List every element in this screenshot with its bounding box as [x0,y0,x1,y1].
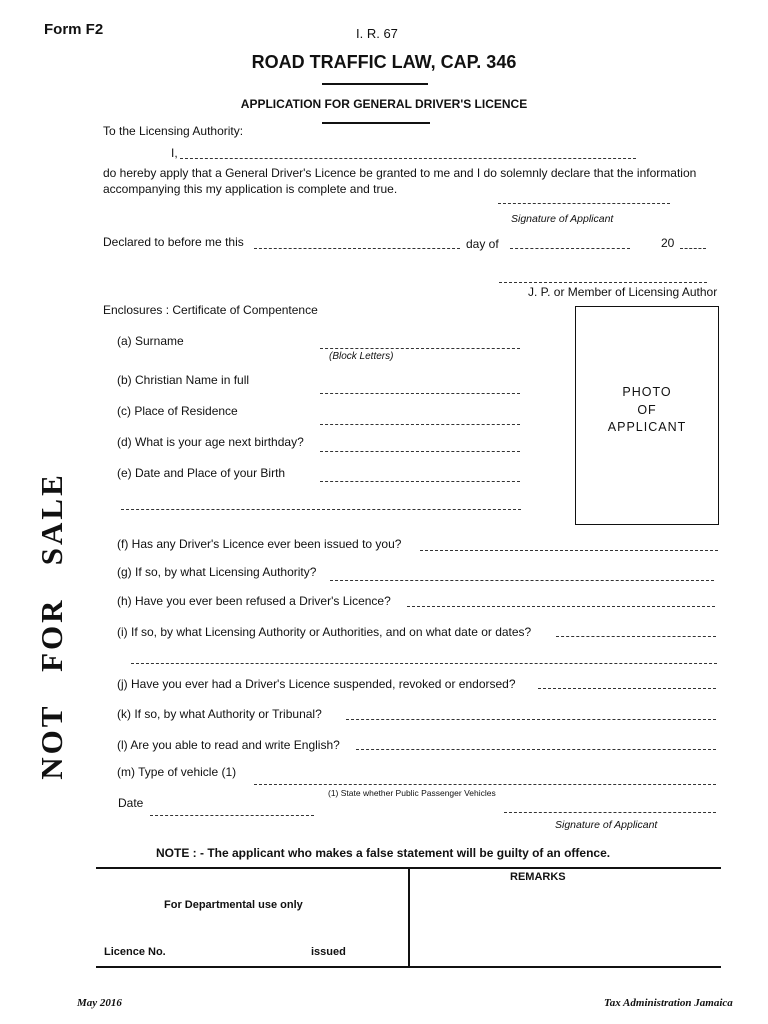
departmental-use-label: For Departmental use only [164,899,303,911]
question-d: (d) What is your age next birthday? [117,435,304,449]
date-line[interactable] [150,815,314,816]
application-title-underline [322,122,430,124]
question-c: (c) Place of Residence [117,404,238,418]
question-a: (a) Surname [117,334,184,348]
title-underline [322,83,428,85]
answer-j-line[interactable] [538,688,716,689]
question-m: (m) Type of vehicle (1) [117,765,237,779]
signature-caption-1: Signature of Applicant [511,213,614,225]
i-prefix: I, [171,146,178,160]
jp-caption: J. P. or Member of Licensing Author [528,285,718,299]
declaration-line-1: do hereby apply that a General Driver's Licence be granted to me and I do solemnly declare that the information [103,166,697,180]
not-for-sale-watermark: NOT FOR SALE [34,472,69,780]
jp-signature-line[interactable] [499,282,707,283]
answer-a-line[interactable] [320,348,520,349]
answer-i-line-2[interactable] [131,663,717,664]
question-l: (l) Are you able to read and write English? [117,738,340,752]
answer-d-line[interactable] [320,451,520,452]
law-title: ROAD TRAFFIC LAW, CAP. 346 [251,52,517,72]
applicant-signature-line-1[interactable] [498,203,670,204]
declared-year-line[interactable] [680,248,706,249]
question-j: (j) Have you ever had a Driver's Licence suspended, revoked or endorsed? [117,677,516,691]
answer-k-line[interactable] [346,719,716,720]
answer-b-line[interactable] [320,393,520,394]
answer-l-line[interactable] [356,749,716,750]
photo-box [575,306,719,525]
photo-label-1: PHOTO [622,385,672,399]
application-title: APPLICATION FOR GENERAL DRIVER'S LICENCE [240,97,528,111]
regulation-number: I. R. 67 [356,26,398,41]
answer-e-line-2[interactable] [121,509,521,510]
question-k: (k) If so, by what Authority or Tribunal? [117,707,322,721]
declared-label: Declared to before me this [103,235,244,249]
date-label: Date [118,796,144,810]
departmental-bottom-rule [96,966,721,968]
answer-f-line[interactable] [420,550,718,551]
enclosures-label: Enclosures : Certificate of Compentence [103,303,318,317]
addressee: To the Licensing Authority: [103,124,244,138]
photo-label-3: APPLICANT [607,420,687,434]
day-of-label: day of [466,237,499,251]
declared-month-line[interactable] [510,248,630,249]
signature-caption-2: Signature of Applicant [555,819,658,831]
answer-g-line[interactable] [330,580,714,581]
footer-date: May 2016 [77,997,122,1009]
block-letters-hint: (Block Letters) [329,351,394,362]
question-b: (b) Christian Name in full [117,373,250,387]
question-h: (h) Have you ever been refused a Driver's Licence? [117,594,391,608]
year-prefix: 20 [661,236,675,250]
answer-c-line[interactable] [320,424,520,425]
vehicle-footnote: (1) State whether Public Passenger Vehicles [328,788,496,798]
declaration-line-2: accompanying this my application is complete and true. [103,182,398,196]
question-i: (i) If so, by what Licensing Authority or Authorities, and on what date or dates? [117,625,532,639]
answer-h-line[interactable] [407,606,715,607]
question-g: (g) If so, by what Licensing Authority? [117,565,317,579]
answer-e-line-1[interactable] [320,481,520,482]
answer-i-line-1[interactable] [556,636,716,637]
question-f: (f) Has any Driver's Licence ever been issued to you? [117,537,402,551]
declared-day-line[interactable] [254,248,460,249]
false-statement-note: NOTE : - The applicant who makes a false statement will be guilty of an offence. [156,846,611,860]
licence-no-label: Licence No. [104,946,166,958]
remarks-label: REMARKS [510,871,566,883]
footer-agency: Tax Administration Jamaica [604,997,733,1009]
applicant-signature-line-2[interactable] [504,812,716,813]
issued-label: issued [311,946,346,958]
departmental-divider [408,867,410,968]
applicant-name-line[interactable] [180,158,636,159]
photo-label-2: OF [637,403,657,417]
form-id: Form F2 [44,21,104,38]
question-e: (e) Date and Place of your Birth [117,466,286,480]
answer-m-line[interactable] [254,784,716,785]
